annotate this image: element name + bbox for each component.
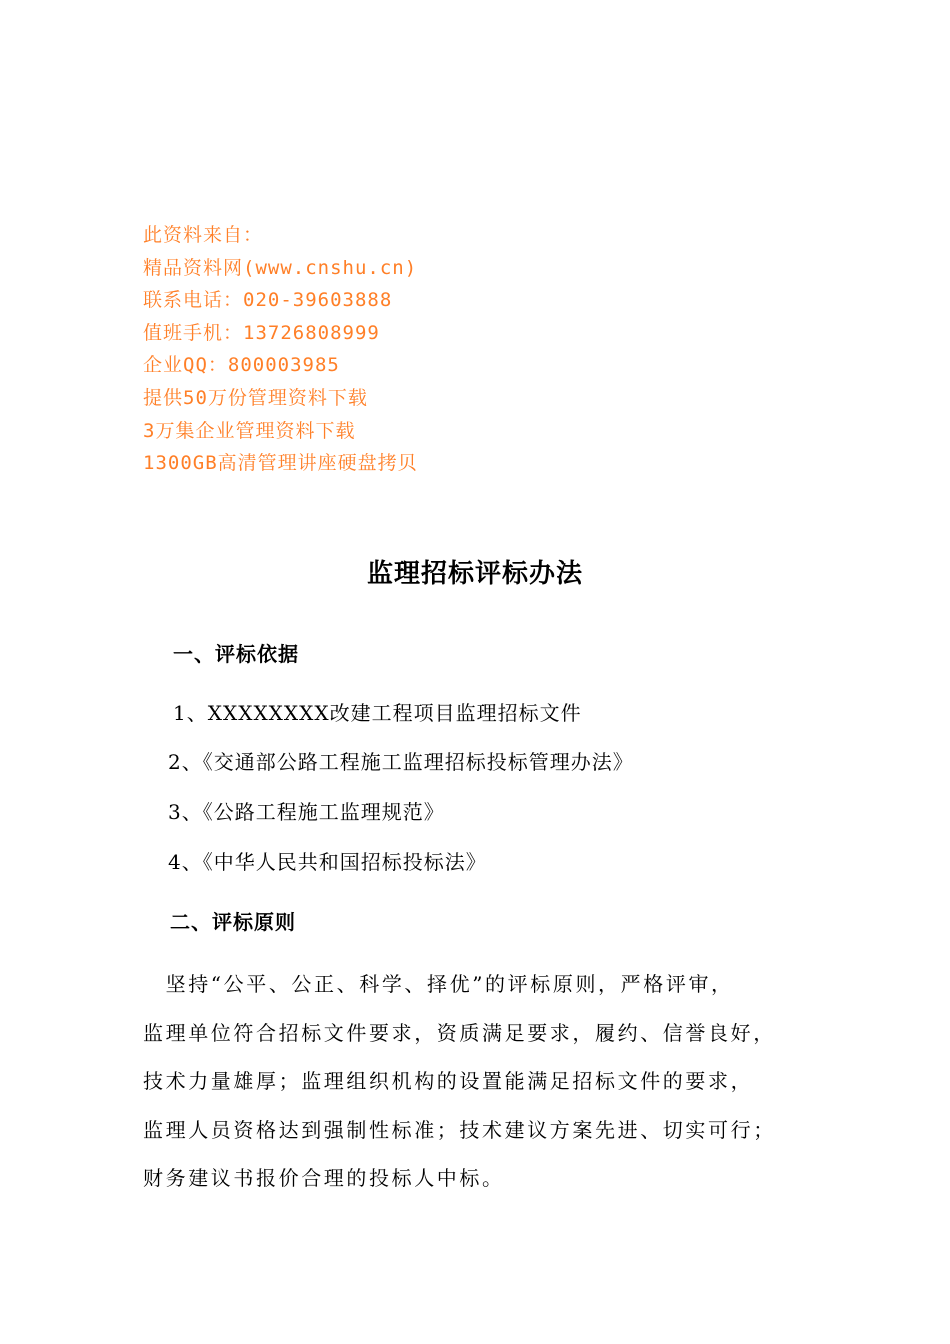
promo-line: 提供50万份管理资料下载	[143, 386, 368, 409]
document-title: 监理招标评标办法	[366, 559, 583, 589]
promo-line: 1300GB高清管理讲座硬盘拷贝	[143, 452, 418, 475]
list-item: 4、《中华人民共和国招标投标法》	[168, 850, 487, 874]
company-qq-line: 企业QQ：800003985	[143, 354, 340, 377]
section-heading-basis: 一、评标依据	[173, 642, 299, 666]
list-item: 1、XXXXXXXX改建工程项目监理招标文件	[173, 701, 582, 725]
promo-line: 3万集企业管理资料下载	[143, 419, 356, 442]
paragraph-line: 财务建议书报价合理的投标人中标。	[143, 1166, 505, 1190]
list-item: 2、《交通部公路工程施工监理招标投标管理办法》	[168, 750, 634, 774]
paragraph-line: 监理人员资格达到强制性标准；技术建议方案先进、切实可行；	[143, 1117, 776, 1142]
duty-mobile-line: 值班手机：13726808999	[143, 321, 380, 344]
source-info-line: 此资料来自：	[143, 224, 264, 246]
list-item: 3、《公路工程施工监理规范》	[168, 800, 445, 824]
contact-phone-line: 联系电话：020-39603888	[143, 289, 393, 312]
section-heading-principles: 二、评标原则	[170, 910, 296, 934]
source-website-line: 精品资料网(www.cnshu.cn)	[143, 256, 418, 279]
paragraph-line: 监理单位符合招标文件要求，资质满足要求，履约、信誉良好，	[143, 1020, 776, 1045]
paragraph-line: 坚持“公平、公正、科学、择优”的评标原则，严格评审，	[143, 972, 734, 996]
paragraph-line: 技术力量雄厚；监理组织机构的设置能满足招标文件的要求，	[143, 1069, 754, 1093]
source-info-block	[143, 219, 418, 480]
principles-paragraph	[143, 960, 843, 1203]
